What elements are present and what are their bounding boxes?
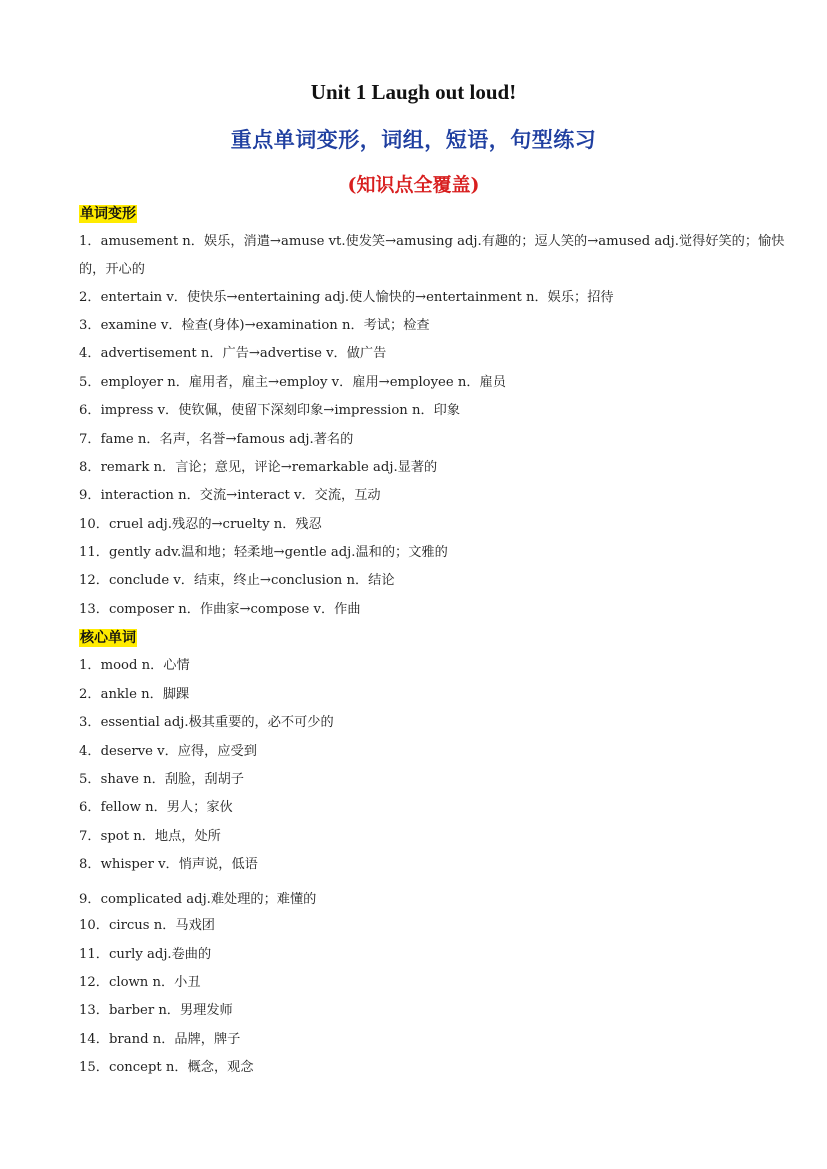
list-item: 7．spot n．地点，处所: [79, 829, 221, 844]
list-item: 8．remark n．言论；意见，评论→remarkable adj.显著的: [79, 460, 438, 475]
list-item: 4．deserve v．应得，应受到: [79, 744, 257, 759]
coverage-note: (知识点全覆盖): [347, 174, 480, 196]
list-item: 2．entertain v．使快乐→entertaining adj.使人愉快的→entertainment n．娱乐；招待: [79, 290, 614, 305]
list-item: 6．fellow n．男人；家伙: [79, 800, 233, 815]
list-item: 10．circus n．马戏团: [79, 918, 215, 933]
section-heading-core-words: 核心单词: [80, 630, 136, 646]
list-item: 3．essential adj.极其重要的，必不可少的: [79, 715, 334, 730]
list-item: 13．composer n．作曲家→compose v．作曲: [79, 602, 361, 617]
list-item: 12．clown n．小丑: [79, 975, 201, 990]
list-item: 8．whisper v．悄声说，低语: [79, 857, 258, 872]
list-item: 1．amusement n．娱乐，消遣→amuse vt.使发笑→amusing adj.有趣的；逗人笑的→amused adj.觉得好笑的；愉快的，开心的: [79, 234, 785, 277]
list-item: 10．cruel adj.残忍的→cruelty n．残忍: [79, 517, 322, 532]
list-item: 12．conclude v．结束，终止→conclusion n．结论: [79, 573, 395, 588]
list-item: 6．impress v．使钦佩，使留下深刻印象→impression n．印象: [79, 403, 461, 418]
list-item: 11．curly adj.卷曲的: [79, 947, 212, 962]
list-item: 5．employer n．雇用者，雇主→employ v．雇用→employee n．雇员: [79, 375, 506, 390]
page-subtitle: 重点单词变形，词组，短语，句型练习: [230, 127, 597, 152]
list-item: 2．ankle n．脚踝: [79, 687, 190, 702]
list-item: 1．mood n．心情: [79, 658, 190, 673]
list-item: 7．fame n．名声，名誉→famous adj.著名的: [79, 432, 354, 447]
list-item: 9．interaction n．交流→interact v．交流，互动: [79, 488, 381, 503]
list-item: 9．complicated adj.难处理的；难懂的: [79, 892, 317, 907]
page-title: Unit 1 Laugh out loud!: [310, 80, 517, 104]
list-item: 5．shave n．刮脸，刮胡子: [79, 772, 244, 787]
section-heading-word-forms: 单词变形: [80, 206, 136, 222]
list-item: 14．brand n．品牌，牌子: [79, 1032, 241, 1047]
list-item: 4．advertisement n．广告→advertise v．做广告: [79, 346, 387, 361]
list-item: 3．examine v．检查(身体)→examination n．考试；检查: [79, 318, 430, 333]
list-item: 11．gently adv.温和地；轻柔地→gentle adj.温和的；文雅的: [79, 545, 448, 560]
list-item: 15．concept n．概念，观念: [79, 1060, 254, 1075]
list-item: 13．barber n．男理发师: [79, 1003, 233, 1018]
